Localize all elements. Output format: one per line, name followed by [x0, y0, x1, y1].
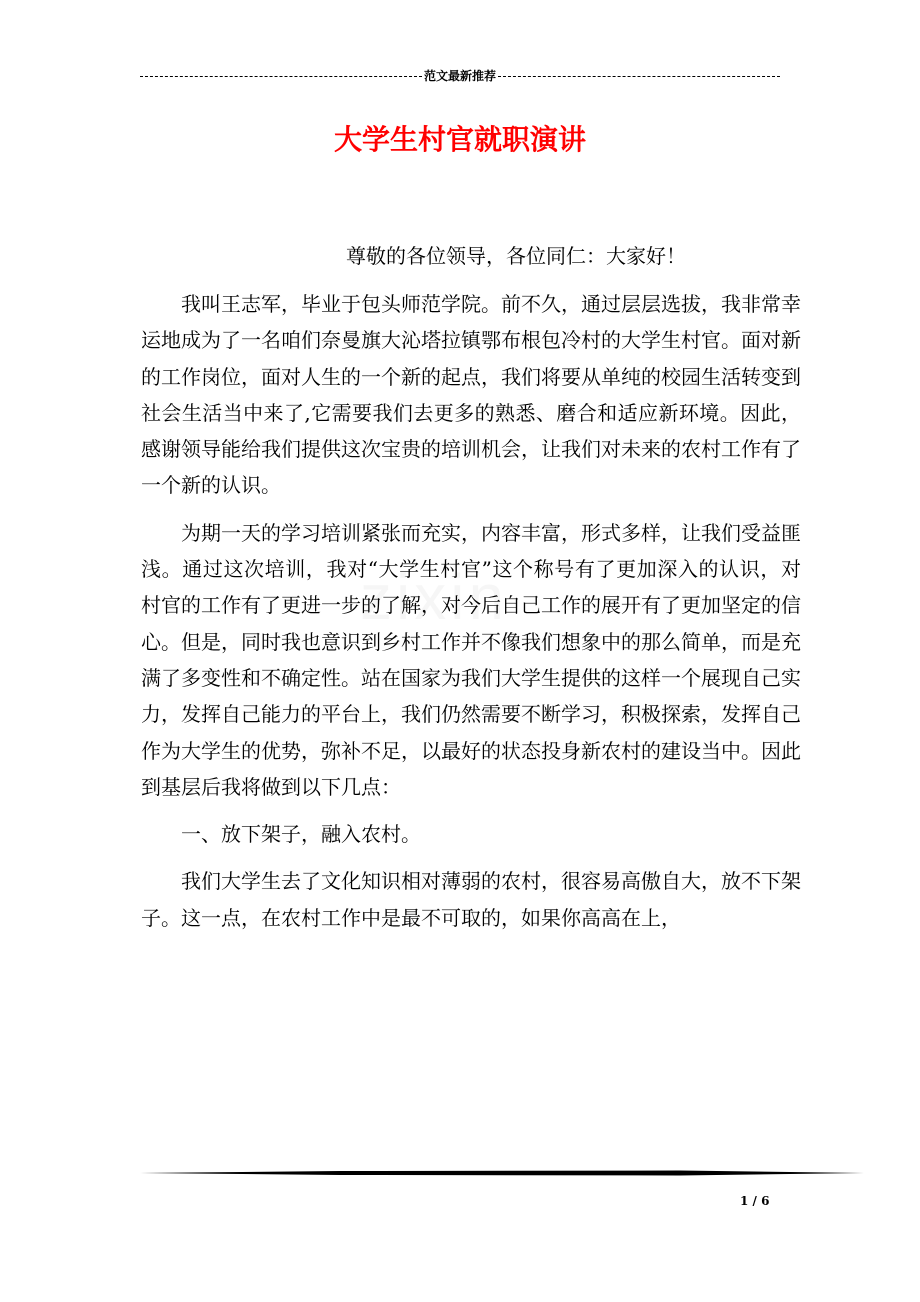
- greeting: 尊敬的各位领导，各位同仁：大家好！: [346, 244, 686, 268]
- document-body: [141, 286, 801, 947]
- page-number: 1 / 6: [740, 1194, 770, 1208]
- header-dash-left: [140, 76, 422, 77]
- paragraph: 我们大学生去了文化知识相对薄弱的农村，很容易高傲自大，放不下架子。这一点，在农村工作中是最不可取的，如果你高高在上，: [141, 869, 801, 930]
- document-title: 大学生村官就职演讲: [333, 123, 586, 156]
- header-text: 范文最新推荐: [424, 69, 497, 83]
- header-dash-right: [498, 76, 780, 77]
- page-header: [140, 68, 780, 84]
- paragraph: 为期一天的学习培训紧张而充实，内容丰富，形式多样，让我们受益匪浅。通过这次培训，我对“大学生村官”这个称号有了更加深入的认识，对村官的工作有了更进一步的了解，对今后自己工作的展开有了更加坚定的信心。但是，同时我也意识到乡村工作并不像我们想象中的那么简单，而是充满了多变性和不确定性。站在国家为我们大学生提供的这样一个展现自己实力，发挥自己能力的平台上，我们仍然需要不断学习，积极探索，发挥自己作为大学生的优势，弥补不足，以最好的状态投身新农村的建设当中。因此到基层后我将做到以下几点：: [141, 520, 801, 799]
- footer-rule: [140, 1170, 864, 1176]
- paragraph: 我叫王志军，毕业于包头师范学院。前不久，通过层层选拔，我非常幸运地成为了一名咱们奈曼旗大沁塔拉镇鄂布根包冷村的大学生村官。面对新的工作岗位，面对人生的一个新的起点，我们将要从单纯的校园生活转变到社会生活当中来了,它需要我们去更多的熟悉、磨合和适应新环境。因此，感谢领导能给我们提供这次宝贵的培训机会，让我们对未来的农村工作有了一个新的认识。: [141, 292, 801, 498]
- paragraph: 一、放下架子，融入农村。: [181, 822, 421, 847]
